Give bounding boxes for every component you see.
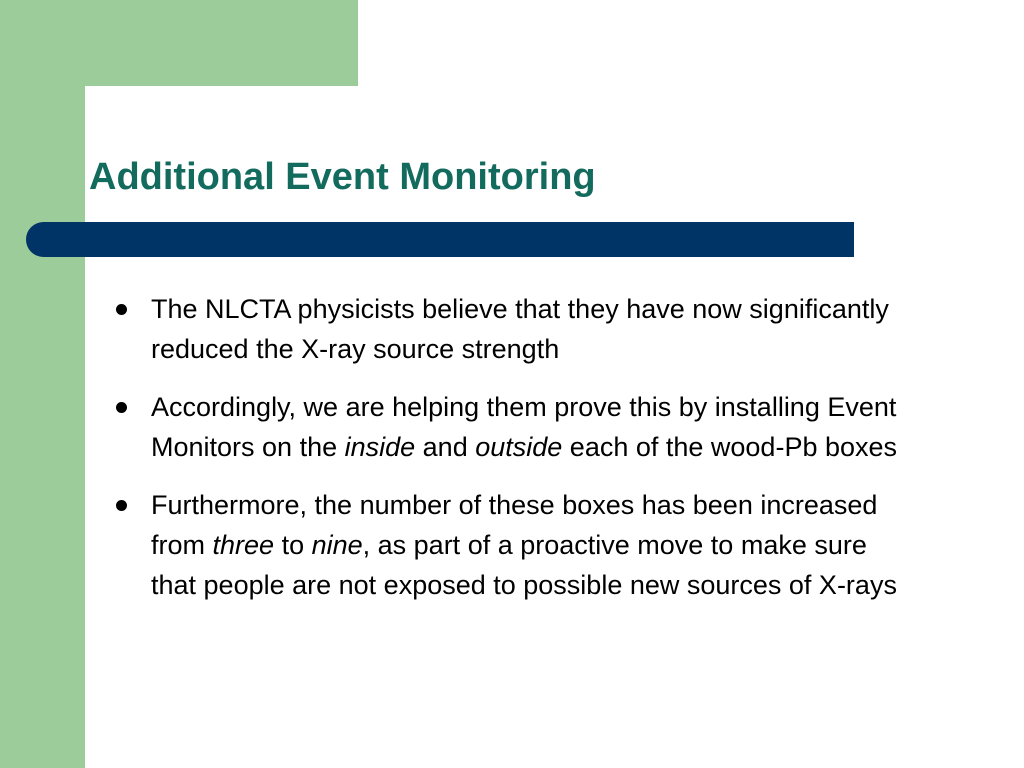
italic-run: nine xyxy=(311,530,363,560)
italic-run: three xyxy=(212,530,275,560)
left-accent-bar xyxy=(0,0,85,768)
bullet-dot-icon xyxy=(116,304,127,315)
text-run: to xyxy=(274,530,312,560)
title-underline-bar xyxy=(26,222,854,257)
text-run: The NLCTA physicists believe that they have now significantly reduced the X-ray source strength xyxy=(151,294,889,364)
bullet-text xyxy=(151,387,913,467)
bullet-text xyxy=(151,485,913,605)
text-run: each of the wood-Pb boxes xyxy=(562,432,898,462)
bullet-dot-icon xyxy=(116,402,127,413)
bullet-dot-icon xyxy=(116,500,127,511)
text-run: and xyxy=(415,432,476,462)
bullet-list xyxy=(113,289,913,623)
italic-run: outside xyxy=(475,432,563,462)
bullet-item xyxy=(113,387,913,467)
text-run: , as part of a proactive move to make sure that people are not exposed to possible new sources of X-rays xyxy=(151,530,897,600)
slide-title: Additional Event Monitoring xyxy=(89,156,596,198)
text-run: Accordingly, we are helping them prove this by installing Event Monitors on the xyxy=(151,392,897,462)
bullet-item xyxy=(113,485,913,605)
bullet-item xyxy=(113,289,913,369)
italic-run: inside xyxy=(344,432,416,462)
bullet-text xyxy=(151,289,913,369)
text-run: Furthermore, the number of these boxes has been increased from xyxy=(151,490,878,560)
top-accent-block xyxy=(85,0,358,86)
